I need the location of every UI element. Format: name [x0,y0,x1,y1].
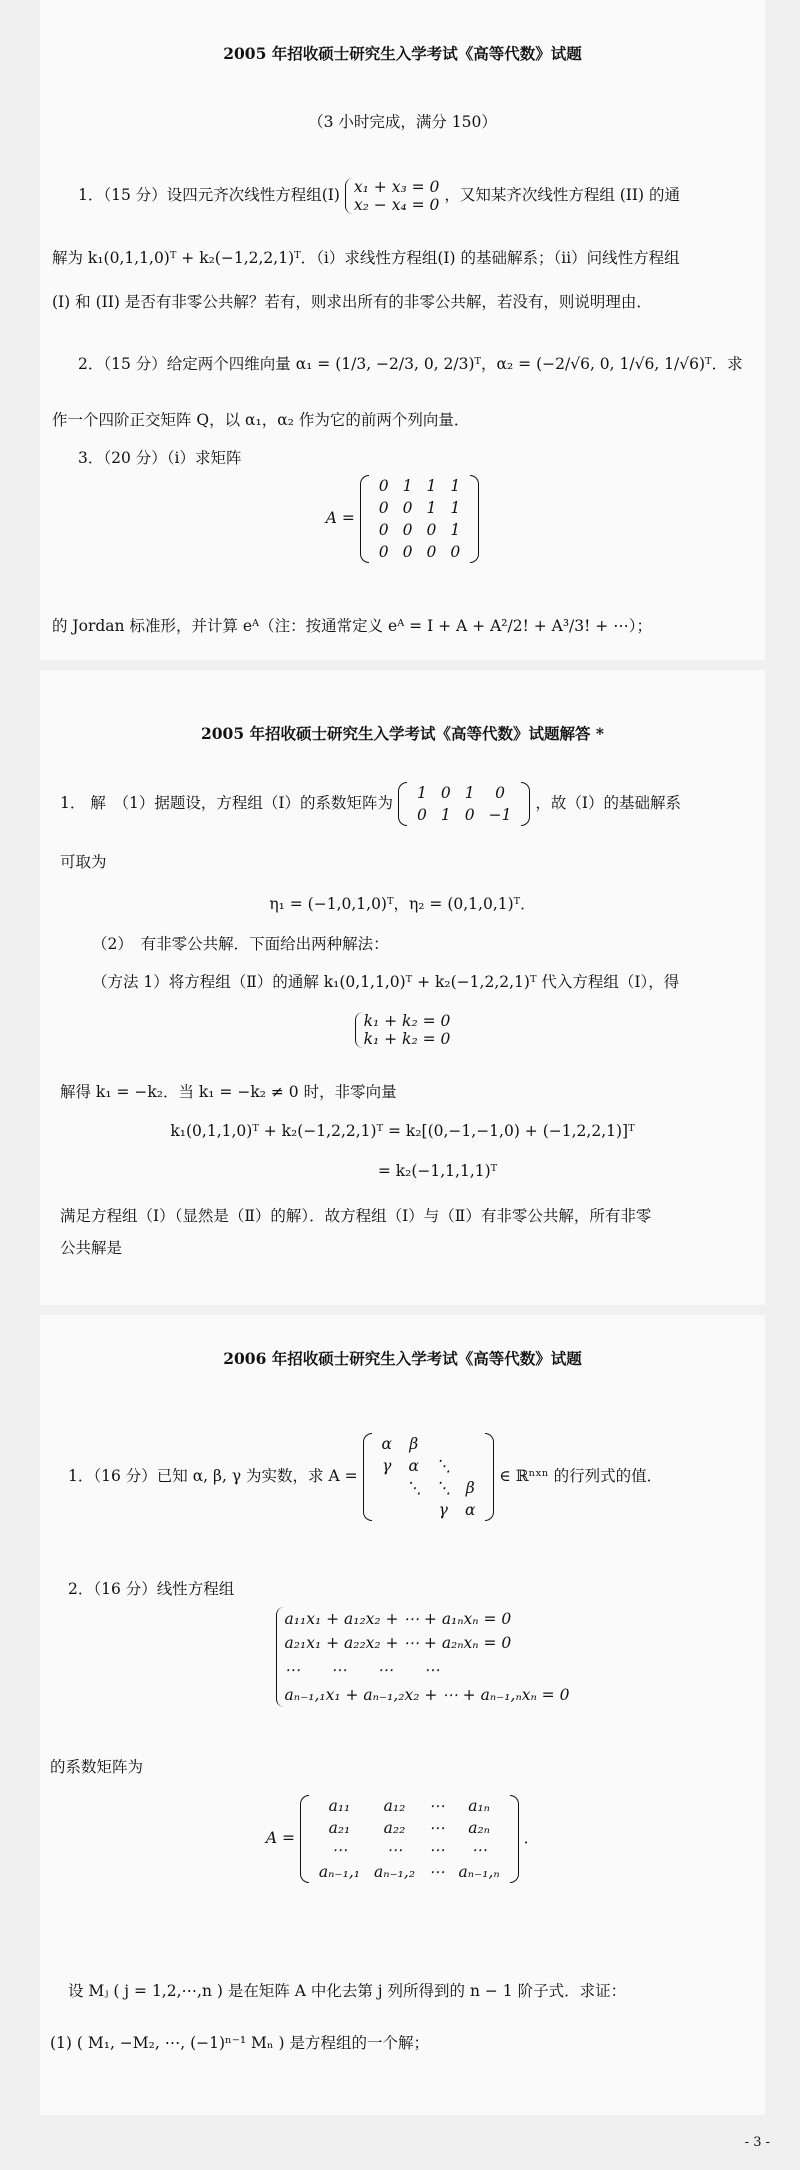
exam-2005-panel [40,0,765,660]
q3-matrix-cell: 0 [402,499,413,517]
p3-q1-matrix-row [375,1433,483,1455]
p3-q2-matrix-cell: a₂₂ [383,1819,406,1837]
p3-q2-matrix-cell: ⋯ [386,1841,403,1859]
s1-eq-b: = k₂(−1,1,1,1)ᵀ [377,1162,498,1180]
p3-q1-matrix-cell: β [409,1435,419,1453]
q3-line2: 的 Jordan 标准形，并计算 eᴬ（注：按通常定义 eᴬ = I + A + A²/2! + A³/3! + ⋯）； [52,617,652,635]
q1-eq2: x₂ − x₄ = 0 [353,196,440,214]
p3-q2-matrix-cell: ⋯ [429,1797,445,1815]
p3-q2-matrix-cell: a₂₁ [328,1819,351,1837]
q2-line2: 作一个四阶正交矩阵 Q，以 α₁，α₂ 作为它的前两个列向量． [52,411,470,429]
p3-q1-matrix-row [375,1455,483,1477]
p3-q2-matrix-row [312,1817,507,1839]
p3-q2-matrix-cell: ⋯ [429,1863,445,1881]
s1-eq-a: k₁(0,1,1,0)ᵀ + k₂(−1,2,2,1)ᵀ = k₂[(0,−1,−1,0) + (−1,2,2,1)]ᵀ [170,1122,635,1140]
answer-2005-panel [40,670,765,1305]
q1-system [345,178,439,214]
q3-matrix-cell: 0 [426,543,437,561]
p3-q1-matrix-cell [375,1499,399,1521]
p3-q1-matrix-cell [458,1455,482,1477]
p3-q1-matrix-cell: ⋱ [435,1457,451,1475]
p3-q1-matrix-cell: α [464,1501,476,1519]
q3-matrix-row [372,497,468,519]
s1-matrix-cell: 0 [440,784,451,802]
q1-line2: 解为 k₁(0,1,1,0)ᵀ + k₂(−1,2,2,1)ᵀ．（ⅰ）求线性方程组(I) 的基础解系；（ⅱ）问线性方程组 [52,249,680,267]
q3-matrix-cell: 0 [450,543,461,561]
q1-intro [78,178,680,214]
p3-q1-matrix [363,1433,495,1521]
s1-sys-eq1: k₁ + k₂ = 0 [363,1012,451,1030]
q3-matrix-cell: 1 [426,477,437,495]
q3-matrix-display [40,475,765,563]
p3-q2-equation: a₂₁x₁ + a₂₂x₂ + ⋯ + a₂ₙxₙ = 0 [284,1634,512,1652]
q3-matrix-row [372,475,468,497]
exam-2006-title: 2006 年招收硕士研究生入学考试《高等代数》试题 [223,1349,582,1368]
p3-q1-suffix: ∈ ℝⁿˣⁿ 的行列式的值． [499,1467,663,1485]
p3-q2-matrix-cell: aₙ₋₁,₂ [373,1863,416,1881]
s1-sys-eq2: k₁ + k₂ = 0 [363,1030,451,1048]
q3-matrix-cell: 1 [426,499,437,517]
answer-title: 2005 年招收硕士研究生入学考试《高等代数》试题解答 * [200,724,605,743]
q3-matrix-cell: 0 [378,543,389,561]
s1-matrix-cell: −1 [488,806,512,824]
p3-q1-matrix-cell: ⋱ [405,1479,422,1497]
p3-q2-matrix-cell: ⋯ [471,1841,487,1859]
s1-matrix-row [410,804,518,826]
s1-prefix: 1． 解 （1）据题设，方程组（Ⅰ）的系数矩阵为 [60,794,394,812]
s1-line5: 解得 k₁ = −k₂．当 k₁ = −k₂ ≠ 0 时，非零向量 [60,1083,397,1101]
p3-q2-line2: 的系数矩阵为 [50,1758,144,1776]
exam-title: 2005 年招收硕士研究生入学考试《高等代数》试题 [223,44,582,63]
s1-matrix-cell: 1 [464,784,475,802]
q3-matrix-cell: 0 [402,521,413,539]
p3-q1-matrix-row [375,1477,483,1499]
s1-line7: 公共解是 [60,1239,123,1257]
p3-q2-matrix-cell: a₁₁ [328,1797,351,1815]
p3-q1-matrix-cell: β [465,1479,475,1497]
p3-q2-equation: ⋯ ⋯ ⋯ ⋯ [284,1661,440,1679]
s1-line1 [60,782,681,826]
p3-q1-matrix-cell: ⋱ [435,1479,451,1497]
q1-prefix: 1．（15 分）设四元齐次线性方程组(I) [78,186,340,204]
q3-matrix-cell: 0 [378,499,389,517]
s1-line6: 满足方程组（Ⅰ）（显然是（Ⅱ）的解）．故方程组（Ⅰ）与（Ⅱ）有非零公共解，所有非零 [60,1207,652,1225]
p3-q2-matrix-cell: aₙ₋₁,ₙ [458,1863,500,1881]
q2-line1: 2．（15 分）给定两个四维向量 α₁ = (1/3, −2/3, 0, 2/3)ᵀ，α₂ = (−2/√6, 0, 1/√6, 1/√6)ᵀ．求 [78,355,743,373]
q3-matrix-cell: 0 [378,477,389,495]
s1-line4: （方法 1）将方程组（Ⅱ）的通解 k₁(0,1,1,0)ᵀ + k₂(−1,2,2,1)ᵀ 代入方程组（Ⅰ），得 [92,973,680,991]
s1-matrix-cell: 0 [464,806,475,824]
p3-q2-matrix-row [312,1839,507,1861]
p3-q1-matrix-cell: α [408,1457,419,1475]
q1-line3: (I) 和 (II) 是否有非零公共解？若有，则求出所有的非零公共解，若没有，则说明理由． [52,293,652,311]
s1-matrix-cell: 0 [416,806,427,824]
q3-matrix-label: A = [325,509,355,527]
p3-q2-matrix [300,1795,519,1883]
q3-matrix-row [372,519,468,541]
p3-q1-matrix-cell [375,1477,399,1499]
p3-q2-matrix-cell: a₂ₙ [468,1819,490,1837]
s1-matrix [398,782,530,826]
p3-q2-matrix-cell: a₁ₙ [468,1797,490,1815]
p3-q2-matrix-cell: ⋯ [429,1841,445,1859]
s1-matrix-row [410,782,518,804]
p3-q2-matrix-label: A = [265,1829,295,1847]
q3-matrix-cell: 1 [450,499,461,517]
p3-q2-system [40,1607,765,1707]
p3-q1-matrix-cell [399,1499,429,1521]
p3-q2-matrix-cell: ⋯ [331,1841,348,1859]
p3-q1-matrix-cell: γ [438,1501,448,1519]
p3-q2-matrix-row [312,1795,507,1817]
q1-eq1: x₁ + x₃ = 0 [353,178,440,196]
p3-q2-matrix-cell: ⋯ [429,1819,445,1837]
p3-q2-equation: aₙ₋₁,₁x₁ + aₙ₋₁,₂x₂ + ⋯ + aₙ₋₁,ₙxₙ = 0 [284,1686,570,1704]
p3-q2-line4: (1) ( M₁, −M₂, ⋯, (−1)ⁿ⁻¹ Mₙ ) 是方程组的一个解； [50,2034,430,2052]
s1-system [40,1012,765,1048]
exam-subtitle: （3 小时完成，满分 150） [308,113,497,131]
q3-matrix [360,475,480,563]
p3-q2-matrix-row [312,1861,507,1883]
s1-eta: η₁ = (−1,0,1,0)ᵀ，η₂ = (0,1,0,1)ᵀ． [269,895,536,913]
exam-2006-panel [40,1315,765,2115]
s1-matrix-cell: 1 [440,806,451,824]
p3-q1 [68,1433,662,1521]
q3-matrix-cell: 1 [450,521,461,539]
q3-matrix-cell: 1 [450,477,461,495]
q1-suffix: ，又知某齐次线性方程组 (II) 的通 [444,186,681,204]
p3-q1-matrix-cell [458,1433,482,1455]
p3-q2-line1: 2．（16 分）线性方程组 [68,1580,235,1598]
p3-q2-matrix-display [40,1795,765,1883]
s1-matrix-cell: 0 [495,784,505,802]
p3-q1-matrix-cell [428,1433,458,1455]
s1-line3: （2） 有非零公共解．下面给出两种解法： [92,935,389,953]
p3-q1-matrix-cell: α [381,1435,392,1453]
p3-q2-line3: 设 Mⱼ ( j = 1,2,⋯,n ) 是在矩阵 A 中化去第 j 列所得到的 n − 1 阶子式．求证： [68,1982,627,2000]
q3-matrix-cell: 0 [402,543,413,561]
p3-q1-prefix: 1．（16 分）已知 α, β, γ 为实数，求 A = [68,1467,358,1485]
q3-line1: 3．（20 分）（ⅰ）求矩阵 [78,449,242,467]
s1-line2: 可取为 [60,853,107,871]
q3-matrix-row [372,541,468,563]
q3-matrix-cell: 0 [378,521,389,539]
p3-q2-period: ． [523,1829,540,1847]
p3-q2-equation: a₁₁x₁ + a₁₂x₂ + ⋯ + a₁ₙxₙ = 0 [284,1610,512,1628]
s1-matrix-cell: 1 [416,784,427,802]
p3-q1-matrix-row [375,1499,483,1521]
page-number: - 3 - [744,2135,770,2150]
p3-q2-matrix-cell: a₁₂ [383,1797,406,1815]
q3-matrix-cell: 1 [402,477,413,495]
q3-matrix-cell: 0 [426,521,437,539]
p3-q1-matrix-cell: γ [382,1457,392,1475]
s1-suffix: ，故（Ⅰ）的基础解系 [535,794,682,812]
p3-q2-matrix-cell: aₙ₋₁,₁ [318,1863,360,1881]
